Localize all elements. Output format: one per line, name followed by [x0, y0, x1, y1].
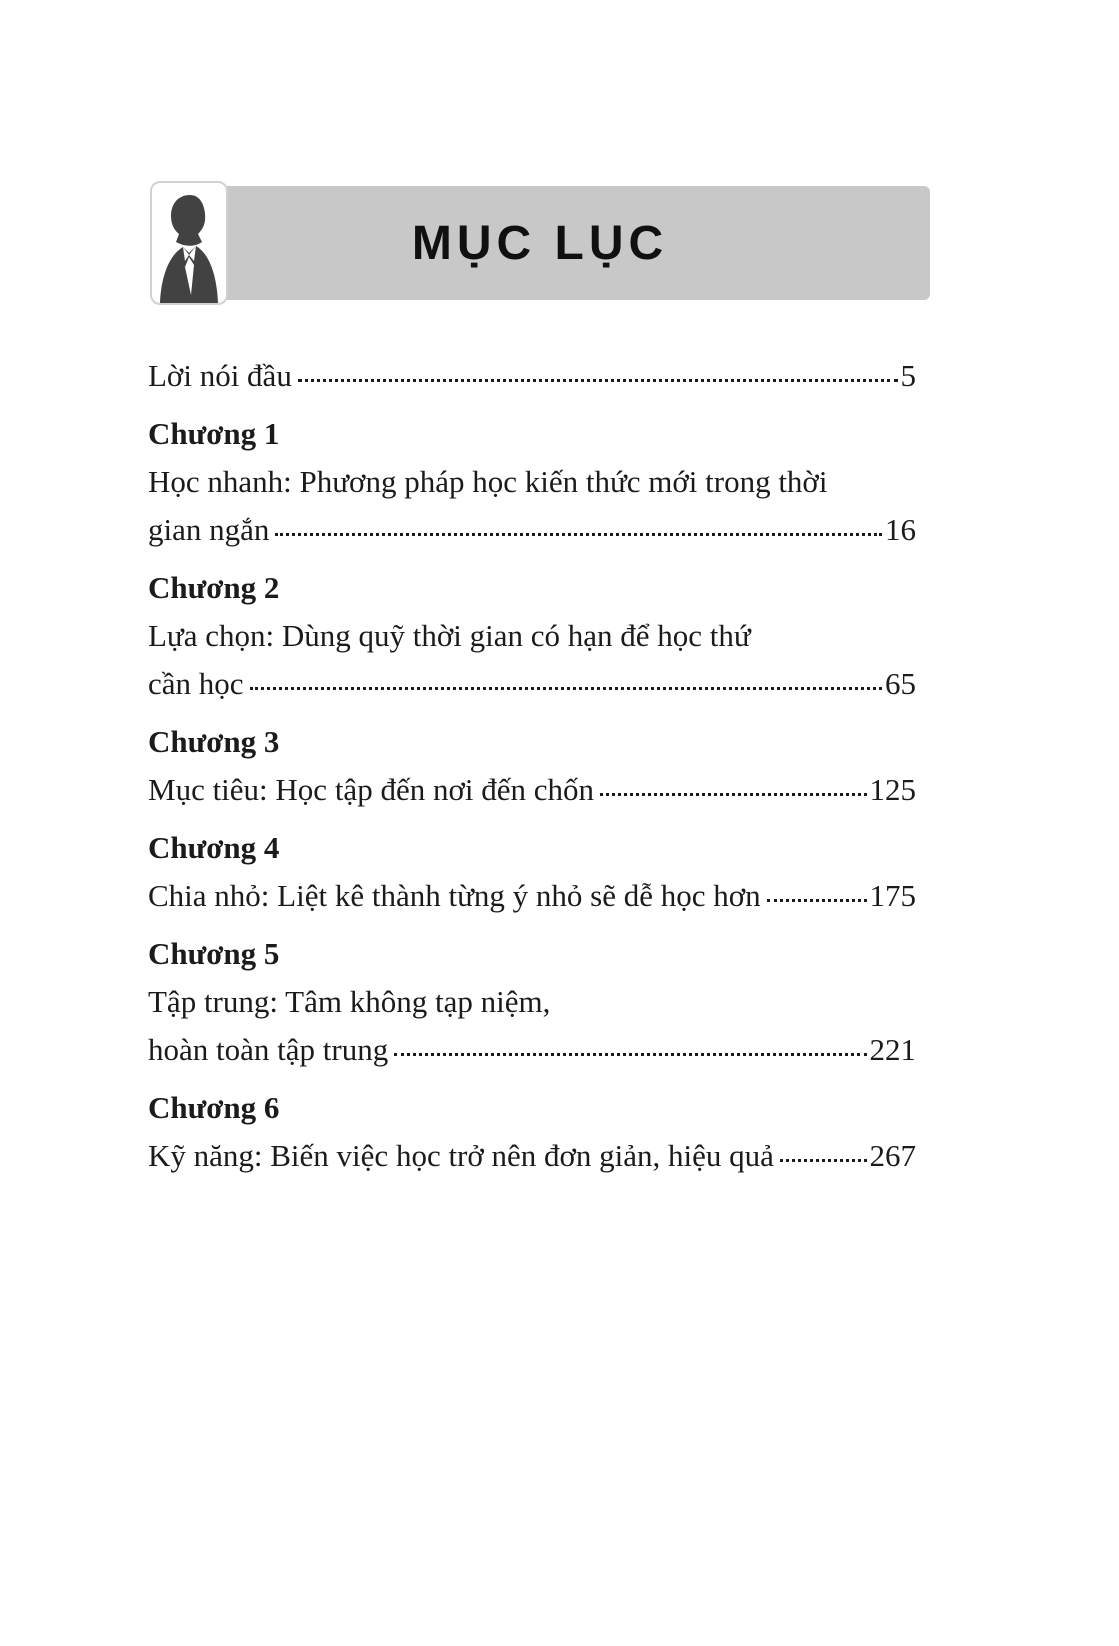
chapter-heading: [148, 410, 916, 458]
toc-entry-line: [148, 766, 916, 814]
toc-entry-line: [148, 872, 916, 920]
chapter-heading: [148, 1084, 916, 1132]
toc-banner: [150, 186, 930, 300]
page-number: 175: [869, 878, 916, 913]
chapter-heading-text: Chương 3: [148, 724, 280, 759]
dot-leader: [250, 687, 882, 690]
chapter-heading-text: Chương 1: [148, 416, 280, 451]
page-number: 5: [900, 358, 916, 393]
page-number: 267: [869, 1138, 916, 1173]
toc-entry-text: Tập trung: Tâm không tạp niệm,: [148, 984, 551, 1019]
person-silhouette-icon: [152, 185, 226, 303]
chapter-heading: [148, 564, 916, 612]
toc-entry-text: Chia nhỏ: Liệt kê thành từng ý nhỏ sẽ dễ học hơn: [148, 878, 761, 913]
chapter-heading: [148, 824, 916, 872]
toc-entry-line: [148, 458, 916, 506]
page-number: 65: [885, 666, 916, 701]
dot-leader: [394, 1053, 866, 1056]
page-number: 16: [885, 512, 916, 547]
toc-entry-text: Mục tiêu: Học tập đến nơi đến chốn: [148, 772, 594, 807]
page-number: 221: [869, 1032, 916, 1067]
toc-entry-line: [148, 1026, 916, 1074]
toc-entry-line: [148, 1132, 916, 1180]
toc-entry-text: Lời nói đầu: [148, 358, 292, 393]
toc-entry-text: Kỹ năng: Biến việc học trở nên đơn giản, hiệu quả: [148, 1138, 774, 1173]
dot-leader: [275, 533, 882, 536]
toc-entry-text: hoàn toàn tập trung: [148, 1032, 389, 1067]
dot-leader: [780, 1159, 867, 1162]
page-number: 125: [869, 772, 916, 807]
page-title: MỤC LỤC: [411, 216, 669, 270]
toc-entry-text: cần học: [148, 666, 244, 701]
chapter-heading: [148, 930, 916, 978]
chapter-heading-text: Chương 2: [148, 570, 280, 605]
dot-leader: [767, 899, 867, 902]
chapter-heading-text: Chương 6: [148, 1090, 280, 1125]
toc-entry-line: [148, 978, 916, 1026]
toc-entry-text: gian ngắn: [148, 512, 270, 547]
publisher-logo: [150, 181, 228, 305]
chapter-heading-text: Chương 4: [148, 830, 280, 865]
toc-entry-line: [148, 506, 916, 554]
toc-entry-line: [148, 660, 916, 708]
toc-entry-text: Lựa chọn: Dùng quỹ thời gian có hạn để học thứ: [148, 618, 751, 653]
table-of-contents: [148, 352, 916, 1180]
chapter-heading: [148, 718, 916, 766]
toc-entry-line: [148, 612, 916, 660]
chapter-heading-text: Chương 5: [148, 936, 280, 971]
toc-entry-line: [148, 352, 916, 400]
dot-leader: [600, 793, 867, 796]
toc-entry-text: Học nhanh: Phương pháp học kiến thức mới trong thời: [148, 464, 828, 499]
dot-leader: [298, 379, 898, 382]
